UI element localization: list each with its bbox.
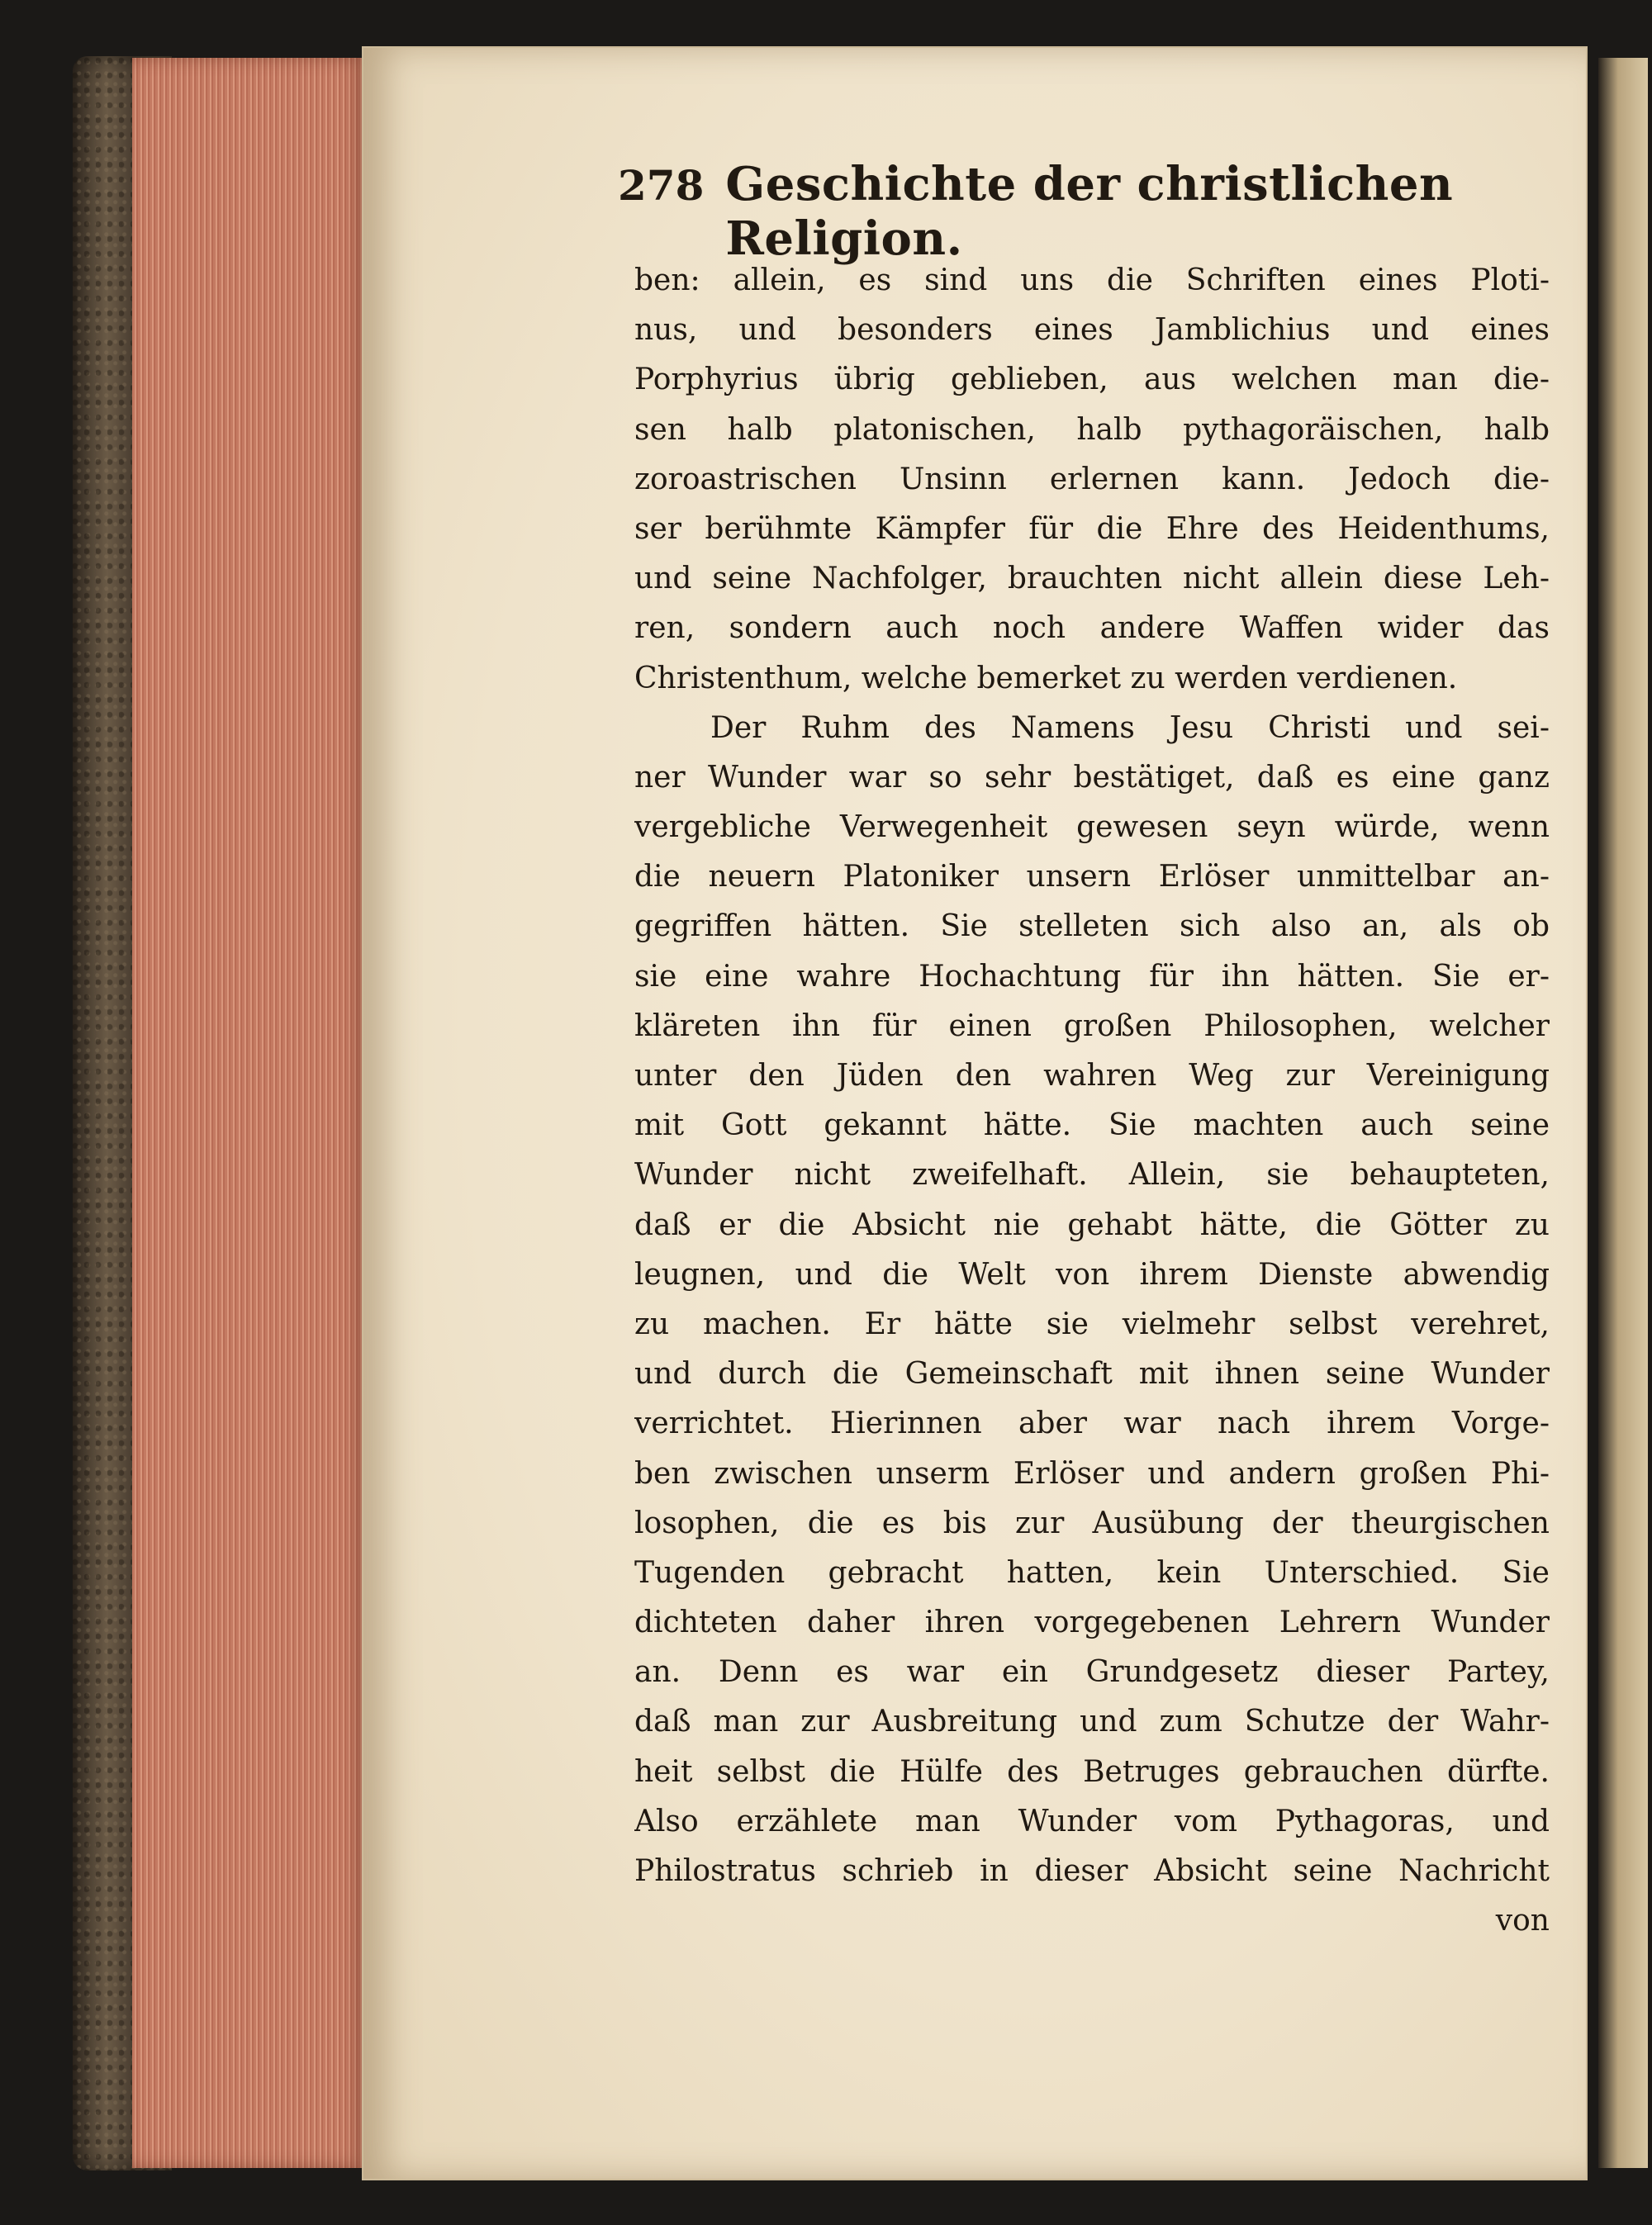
- text-line: heit selbst die Hülfe des Betruges gebrauchen dürfte.: [634, 1754, 1550, 1789]
- text-line: zu machen. Er hätte sie vielmehr selbst verehret,: [634, 1307, 1550, 1341]
- text-line: Tugenden gebracht hatten, kein Unterschied. Sie: [634, 1555, 1550, 1590]
- running-head: [618, 157, 1543, 266]
- text-line: ben: allein, es sind uns die Schriften eines Ploti-: [634, 263, 1550, 297]
- text-line: ben zwischen unserm Erlöser und andern großen Phi-: [634, 1456, 1550, 1491]
- text-line: Der Ruhm des Namens Jesu Christi und sei-: [710, 710, 1550, 745]
- text-line: und durch die Gemeinschaft mit ihnen seine Wunder: [634, 1357, 1550, 1392]
- text-line: ren, sondern auch noch andere Waffen wider das: [634, 611, 1550, 646]
- text-line: sen halb platonischen, halb pythagoräischen, halb: [634, 412, 1550, 447]
- page-number: 278: [618, 161, 705, 210]
- page-edges: [132, 58, 368, 2168]
- text-line: losophen, die es bis zur Ausübung der theurgischen: [634, 1506, 1550, 1540]
- text-line: mit Gott gekannt hätte. Sie machten auch seine: [634, 1108, 1550, 1143]
- text-line: zoroastrischen Unsinn erlernen kann. Jedoch die-: [634, 462, 1550, 496]
- text-line: nus, und besonders eines Jamblichius und eines: [634, 313, 1550, 348]
- text-line: ser berühmte Kämpfer für die Ehre des Heidenthums,: [634, 511, 1550, 546]
- text-line: ner Wunder war so sehr bestätiget, daß es eine ganz: [634, 760, 1550, 795]
- text-line: kläreten ihn für einen großen Philosophen, welcher: [634, 1008, 1550, 1043]
- text-line: die neuern Platoniker unsern Erlöser unmittelbar an-: [634, 860, 1550, 894]
- text-line: leugnen, und die Welt von ihrem Dienste abwendig: [634, 1257, 1550, 1292]
- text-line: Also erzählete man Wunder vom Pythagoras, und: [634, 1804, 1550, 1838]
- text-line: gegriffen hätten. Sie stelleten sich also an, als ob: [634, 909, 1550, 944]
- text-line: vergebliche Verwegenheit gewesen seyn würde, wenn: [634, 810, 1550, 845]
- text-line: Philostratus schrieb in dieser Absicht seine Nachricht: [634, 1854, 1550, 1888]
- text-line: an. Denn es war ein Grundgesetz dieser Partey,: [634, 1655, 1550, 1690]
- text-line: dichteten daher ihren vorgegebenen Lehrern Wunder: [634, 1606, 1550, 1640]
- text-line: daß man zur Ausbreitung und zum Schutze der Wahr-: [634, 1705, 1550, 1739]
- text-line: Wunder nicht zweifelhaft. Allein, sie behaupteten,: [634, 1158, 1550, 1193]
- text-line: Christenthum, welche bemerket zu werden verdienen.: [634, 661, 1458, 695]
- body-text: [634, 256, 1550, 1946]
- running-title: Geschichte der christlichen Religion.: [725, 157, 1454, 266]
- text-line: sie eine wahre Hochachtung für ihn hätten. Sie er-: [634, 959, 1550, 994]
- text-line: daß er die Absicht nie gehabt hätte, die Götter zu: [634, 1207, 1550, 1242]
- text-line: Porphyrius übrig geblieben, aus welchen man die-: [634, 363, 1550, 397]
- text-line: und seine Nachfolger, brauchten nicht allein diese Leh-: [634, 562, 1550, 596]
- facing-page-edge: [1598, 58, 1648, 2168]
- catchword: von: [1495, 1904, 1550, 1938]
- text-line: unter den Jüden den wahren Weg zur Vereinigung: [634, 1059, 1550, 1093]
- text-line: verrichtet. Hierinnen aber war nach ihrem Vorge-: [634, 1407, 1550, 1441]
